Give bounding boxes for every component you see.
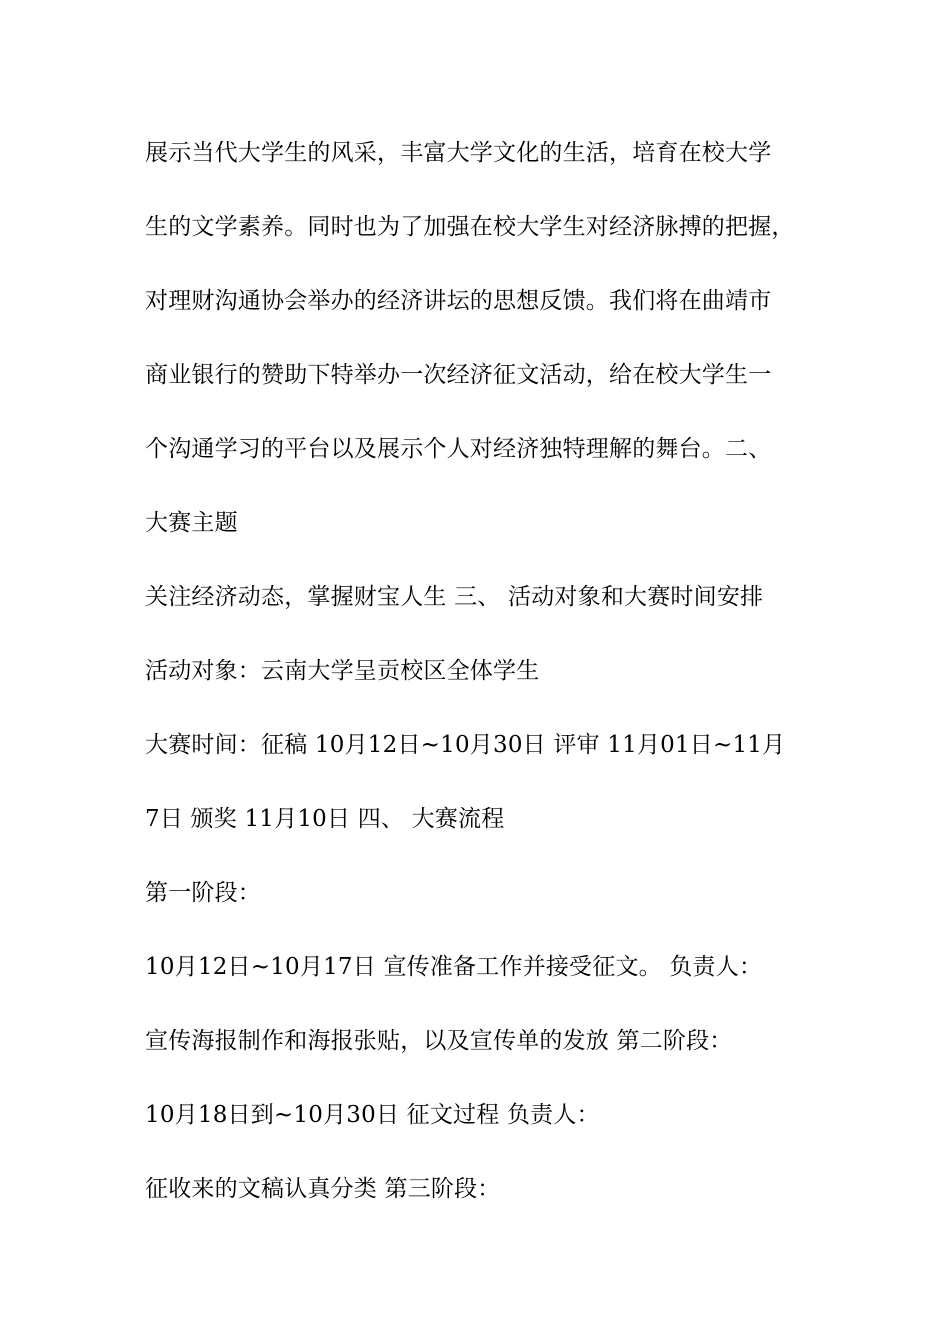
text-line-3: 对理财沟通协会举办的经济讲坛的思想反馈。我们将在曲靖市 bbox=[145, 288, 772, 314]
text-line-15: 征收来的文稿认真分类 第三阶段： bbox=[145, 1176, 501, 1202]
text-line-1: 展示当代大学生的风采，丰富大学文化的生活，培育在校大学 bbox=[145, 140, 772, 166]
text-line-10: 7日 颁奖 11月10日 四、 大赛流程 bbox=[145, 806, 505, 832]
text-line-14: 10月18日到~10月30日 征文过程 负责人： bbox=[145, 1102, 600, 1128]
text-line-8: 活动对象：云南大学呈贡校区全体学生 bbox=[145, 658, 540, 684]
section-heading-contest-theme: 大赛主题 bbox=[145, 510, 238, 536]
text-line-2: 生的文学素养。同时也为了加强在校大学生对经济脉搏的把握， bbox=[145, 214, 795, 240]
stage-one-heading: 第一阶段： bbox=[145, 880, 261, 906]
text-line-12: 10月12日~10月17日 宣传准备工作并接受征文。 负责人： bbox=[145, 954, 763, 980]
text-line-5: 个沟通学习的平台以及展示个人对经济独特理解的舞台。二、 bbox=[145, 436, 772, 462]
text-line-4: 商业银行的赞助下特举办一次经济征文活动，给在校大学生一 bbox=[145, 362, 772, 388]
body-text bbox=[145, 128, 835, 1238]
text-line-9: 大赛时间：征稿 10月12日~10月30日 评审 11月01日~11月 bbox=[145, 732, 786, 758]
text-line-7: 关注经济动态，掌握财宝人生 三、 活动对象和大赛时间安排 bbox=[145, 584, 764, 610]
text-line-13: 宣传海报制作和海报张贴，以及宣传单的发放 第二阶段： bbox=[145, 1028, 733, 1054]
